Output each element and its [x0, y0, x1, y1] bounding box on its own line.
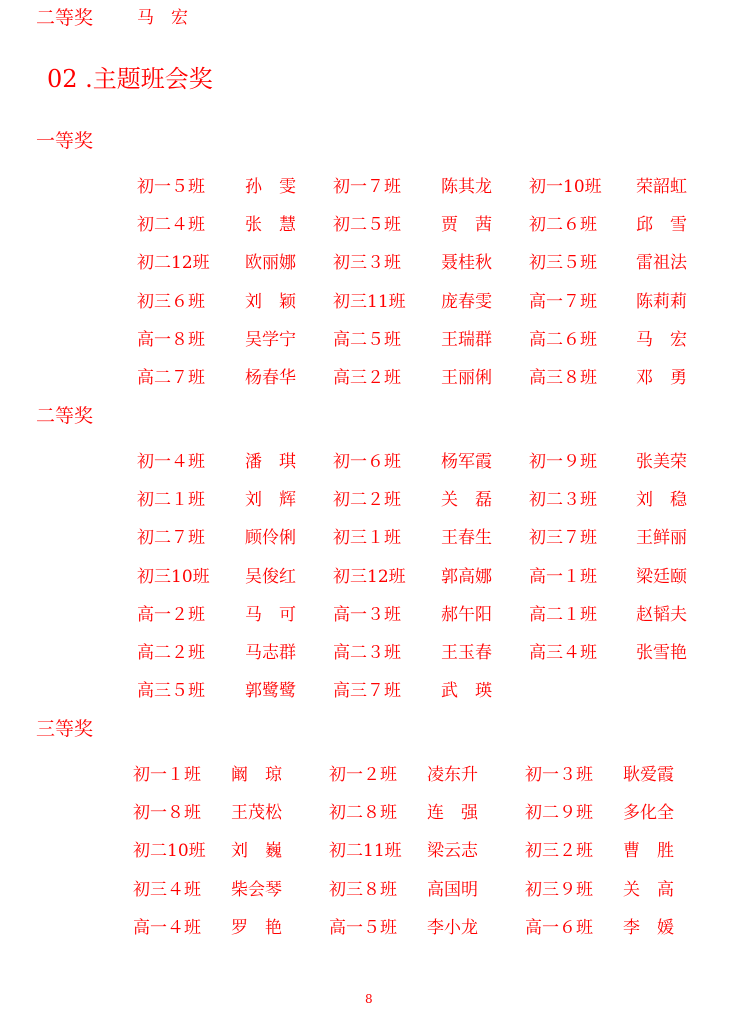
class-name: 初二９班 — [525, 803, 593, 824]
class-name: 初二12班 — [137, 253, 210, 274]
teacher-name: 刘 辉 — [245, 490, 296, 511]
class-name: 初三２班 — [525, 841, 593, 862]
class-name: 初一10班 — [529, 177, 602, 197]
class-name: 初三10班 — [137, 566, 210, 587]
class-name: 高三５班 — [137, 681, 205, 702]
class-name: 高二５班 — [333, 329, 401, 350]
class-name: 初二４班 — [137, 215, 205, 236]
teacher-name: 马志群 — [245, 643, 296, 663]
teacher-name: 曹 胜 — [623, 841, 674, 862]
teacher-name: 张美荣 — [636, 452, 687, 472]
class-name: 高一１班 — [529, 566, 597, 587]
class-name: 高三２班 — [333, 368, 401, 388]
teacher-name: 凌东升 — [427, 765, 478, 785]
teacher-name: 刘 巍 — [231, 841, 282, 862]
class-name: 初二６班 — [529, 215, 597, 236]
page-number: 8 — [365, 992, 373, 1006]
teacher-name: 耿爱霞 — [623, 765, 674, 785]
teacher-name: 孙 雯 — [245, 177, 296, 197]
class-name: 初三12班 — [333, 566, 406, 587]
class-name: 初一９班 — [529, 452, 597, 472]
class-name: 高二７班 — [137, 368, 205, 388]
class-name: 初二10班 — [133, 841, 206, 862]
class-name: 高一６班 — [525, 917, 593, 938]
class-name: 初二７班 — [137, 528, 205, 549]
class-name: 初三１班 — [333, 528, 401, 549]
teacher-name: 李小龙 — [427, 917, 478, 938]
teacher-name: 王鲜丽 — [636, 528, 687, 549]
class-name: 初二３班 — [529, 490, 597, 511]
teacher-name: 王春生 — [441, 528, 492, 549]
top-award-label: 二等奖 — [36, 7, 94, 29]
class-name: 初一３班 — [525, 765, 593, 785]
teacher-name: 杨军霞 — [441, 452, 492, 472]
class-name: 初三６班 — [137, 291, 205, 312]
teacher-name: 罗 艳 — [231, 917, 282, 938]
teacher-name: 赵韬夫 — [636, 604, 687, 625]
teacher-name: 梁云志 — [427, 841, 478, 862]
class-name: 高三７班 — [333, 681, 401, 702]
teacher-name: 贾 茜 — [441, 215, 492, 236]
class-name: 高一２班 — [137, 604, 205, 625]
class-name: 高一８班 — [137, 329, 205, 350]
class-name: 高二２班 — [137, 643, 205, 663]
teacher-name: 关 磊 — [441, 490, 492, 511]
class-name: 初二２班 — [333, 490, 401, 511]
teacher-name: 柴会琴 — [231, 879, 282, 900]
teacher-name: 荣韶虹 — [636, 177, 687, 197]
teacher-name: 王茂松 — [231, 803, 282, 824]
class-name: 初三７班 — [529, 528, 597, 549]
class-name: 初一７班 — [333, 177, 401, 197]
teacher-name: 王玉春 — [441, 643, 492, 663]
class-name: 初三９班 — [525, 879, 593, 900]
class-name: 高三４班 — [529, 643, 597, 663]
teacher-name: 陈莉莉 — [636, 291, 687, 312]
teacher-name: 吴学宁 — [245, 329, 296, 350]
third-prize-label: 三等奖 — [36, 718, 94, 740]
class-name: 初二８班 — [329, 803, 397, 824]
class-name: 初三11班 — [333, 291, 406, 312]
teacher-name: 武 瑛 — [441, 681, 492, 702]
teacher-name: 多化全 — [623, 803, 674, 824]
section-title: 02 .主题班会奖 — [47, 65, 213, 93]
teacher-name: 王瑞群 — [441, 329, 492, 350]
teacher-name: 关 高 — [623, 879, 674, 900]
teacher-name: 李 媛 — [623, 917, 674, 938]
teacher-name: 马 宏 — [636, 329, 687, 350]
class-name: 高二１班 — [529, 604, 597, 625]
teacher-name: 吴俊红 — [245, 566, 296, 587]
teacher-name: 高国明 — [427, 879, 478, 900]
teacher-name: 顾伶俐 — [245, 528, 296, 549]
teacher-name: 梁廷颐 — [636, 566, 687, 587]
class-name: 初一２班 — [329, 765, 397, 785]
class-name: 高一５班 — [329, 917, 397, 938]
teacher-name: 潘 琪 — [245, 452, 296, 472]
class-name: 高一７班 — [529, 291, 597, 312]
teacher-name: 雷祖法 — [636, 253, 687, 274]
teacher-name: 邱 雪 — [636, 215, 687, 236]
teacher-name: 杨春华 — [245, 368, 296, 388]
teacher-name: 邓 勇 — [636, 368, 687, 388]
teacher-name: 郭高娜 — [441, 566, 492, 587]
class-name: 初一４班 — [137, 452, 205, 472]
class-name: 初三５班 — [529, 253, 597, 274]
class-name: 初三３班 — [333, 253, 401, 274]
class-name: 初一１班 — [133, 765, 201, 785]
teacher-name: 陈其龙 — [441, 177, 492, 197]
class-name: 初一５班 — [137, 177, 205, 197]
class-name: 初二１班 — [137, 490, 205, 511]
teacher-name: 欧丽娜 — [245, 253, 296, 274]
teacher-name: 张 慧 — [245, 215, 296, 236]
class-name: 初三４班 — [133, 879, 201, 900]
teacher-name: 聂桂秋 — [441, 253, 492, 274]
teacher-name: 刘 稳 — [636, 490, 687, 511]
class-name: 初二11班 — [329, 841, 402, 862]
class-name: 高二３班 — [333, 643, 401, 663]
class-name: 高三８班 — [529, 368, 597, 388]
teacher-name: 庞春雯 — [441, 291, 492, 312]
second-prize-label: 二等奖 — [36, 405, 94, 427]
teacher-name: 郭鹭鹭 — [245, 681, 296, 702]
first-prize-label: 一等奖 — [36, 130, 94, 152]
class-name: 高一３班 — [333, 604, 401, 625]
class-name: 初二５班 — [333, 215, 401, 236]
teacher-name: 连 强 — [427, 803, 478, 824]
class-name: 高二６班 — [529, 329, 597, 350]
top-award-name: 马 宏 — [137, 8, 188, 28]
teacher-name: 郝午阳 — [441, 604, 492, 625]
class-name: 初一６班 — [333, 452, 401, 472]
class-name: 高一４班 — [133, 917, 201, 938]
teacher-name: 阚 琼 — [231, 765, 282, 785]
class-name: 初一８班 — [133, 803, 201, 824]
teacher-name: 张雪艳 — [636, 643, 687, 663]
class-name: 初三８班 — [329, 879, 397, 900]
teacher-name: 马 可 — [245, 604, 296, 625]
teacher-name: 刘 颖 — [245, 291, 296, 312]
teacher-name: 王丽俐 — [441, 368, 492, 388]
